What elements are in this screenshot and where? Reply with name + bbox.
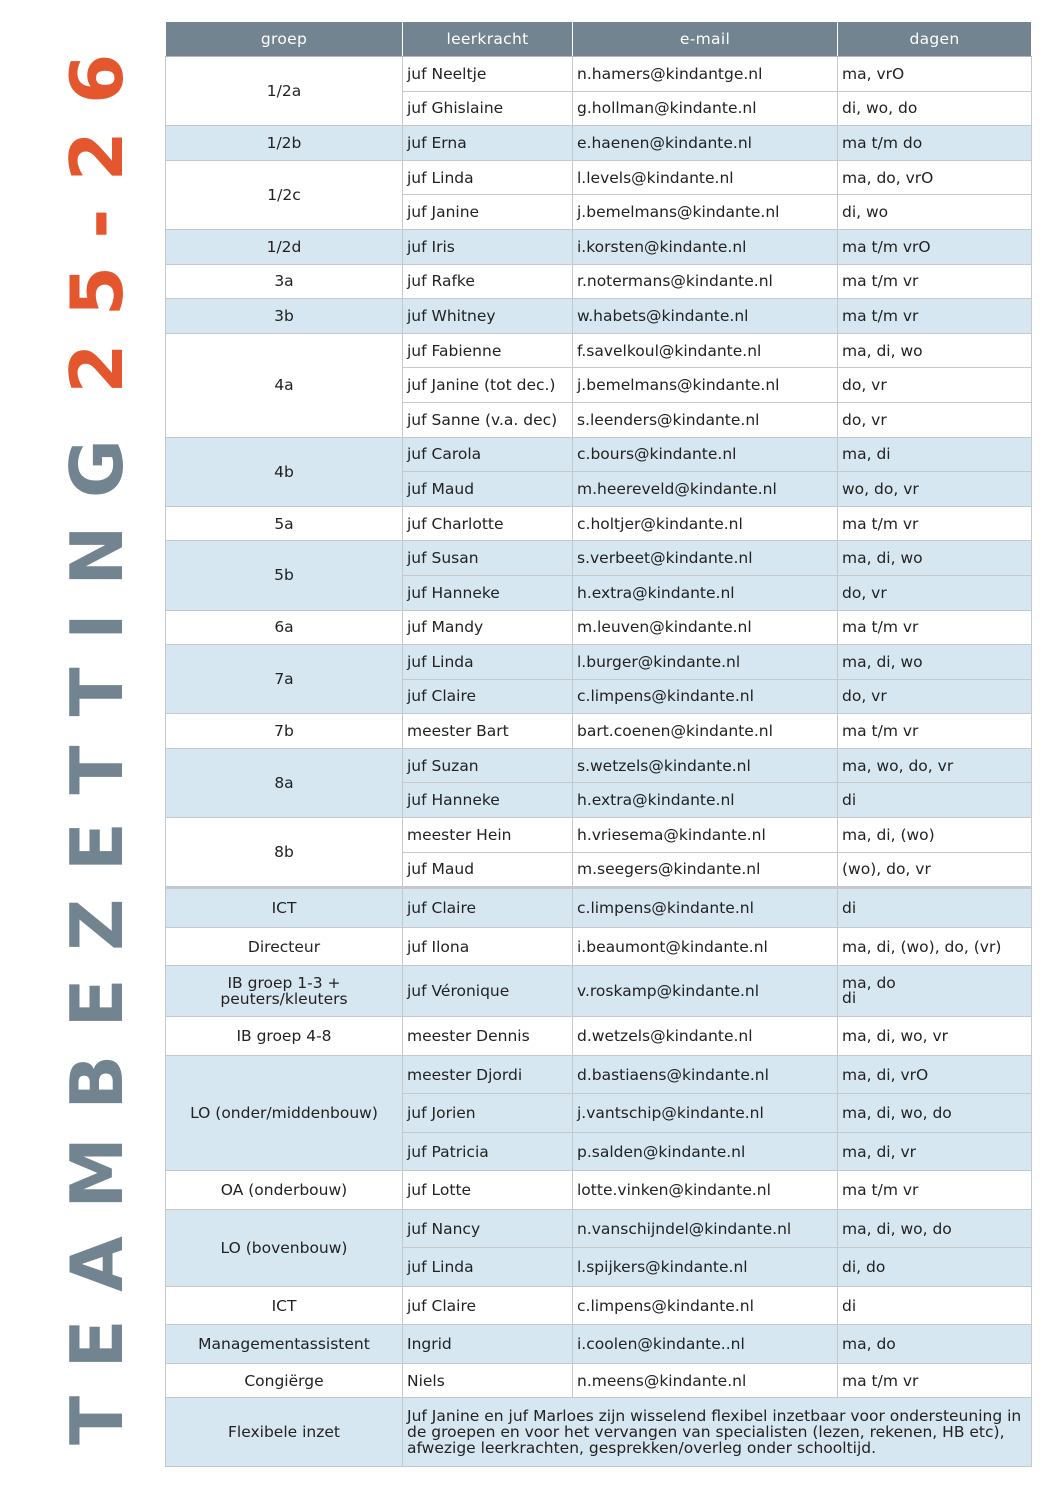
teacher-cell: juf Rafke [403, 264, 573, 299]
group-cell: 4a [166, 333, 403, 437]
email-cell: c.bours@kindante.nl [573, 437, 838, 472]
email-cell: c.limpens@kindante.nl [573, 1286, 838, 1325]
group-cell: 4b [166, 437, 403, 506]
teacher-cell: meester Bart [403, 714, 573, 749]
group-cell: 1/2a [166, 57, 403, 126]
days-cell [838, 966, 1032, 1017]
days-cell: ma, di, wo [838, 333, 1032, 368]
teacher-cell: juf Fabienne [403, 333, 573, 368]
table-row [166, 748, 1032, 783]
group-cell: Congiërge [166, 1363, 403, 1398]
teacher-cell: meester Dennis [403, 1017, 573, 1056]
teacher-cell: juf Neeltje [403, 57, 573, 92]
group-cell: 8a [166, 748, 403, 817]
teacher-cell: Niels [403, 1363, 573, 1398]
group-cell: 1/2c [166, 160, 403, 229]
email-cell: j.vantschip@kindante.nl [573, 1094, 838, 1133]
email-cell: s.verbeet@kindante.nl [573, 541, 838, 576]
group-cell: 6a [166, 610, 403, 645]
days-cell: wo, do, vr [838, 472, 1032, 507]
table-row [166, 160, 1032, 195]
table-header-row [166, 22, 1032, 57]
days-cell: do, vr [838, 679, 1032, 714]
header-email: e-mail [573, 22, 838, 57]
days-line: di [842, 989, 857, 1008]
days-cell: ma t/m vr [838, 299, 1032, 334]
title-word: TEAMBEZETTING [55, 411, 139, 1445]
days-cell: ma, do, vrO [838, 160, 1032, 195]
days-cell: ma, di, (wo) [838, 818, 1032, 853]
email-cell: r.notermans@kindante.nl [573, 264, 838, 299]
teacher-cell: juf Claire [403, 679, 573, 714]
group-cell [166, 966, 403, 1017]
title-year: 25-26 [55, 26, 139, 394]
table-row [166, 1286, 1032, 1325]
email-cell: n.hamers@kindantge.nl [573, 57, 838, 92]
teacher-cell: juf Claire [403, 888, 573, 928]
group-cell: 3b [166, 299, 403, 334]
teacher-cell: juf Charlotte [403, 506, 573, 541]
table-row [166, 333, 1032, 368]
table-row [166, 437, 1032, 472]
email-cell: l.burger@kindante.nl [573, 645, 838, 680]
email-cell: c.limpens@kindante.nl [573, 679, 838, 714]
group-line: IB groep 1-3 + [227, 973, 341, 992]
table-row [166, 966, 1032, 1017]
days-cell: (wo), do, vr [838, 852, 1032, 888]
teacher-cell: juf Hanneke [403, 783, 573, 818]
email-cell: bart.coenen@kindante.nl [573, 714, 838, 749]
days-cell: ma t/m vr [838, 714, 1032, 749]
days-cell: ma, di, vrO [838, 1055, 1032, 1094]
days-cell: ma, di, wo [838, 645, 1032, 680]
group-cell: Directeur [166, 927, 403, 966]
days-cell: ma t/m vr [838, 610, 1032, 645]
email-cell: h.extra@kindante.nl [573, 783, 838, 818]
teacher-cell: juf Maud [403, 472, 573, 507]
email-cell: w.habets@kindante.nl [573, 299, 838, 334]
table-row [166, 264, 1032, 299]
email-cell: m.seegers@kindante.nl [573, 852, 838, 888]
table-row [166, 57, 1032, 92]
days-cell: ma, di, wo, do [838, 1209, 1032, 1248]
days-cell: ma, di, wo, do [838, 1094, 1032, 1133]
teacher-cell: juf Maud [403, 852, 573, 888]
days-cell: di, wo, do [838, 91, 1032, 126]
group-cell: 1/2d [166, 229, 403, 264]
teacher-cell: juf Sanne (v.a. dec) [403, 402, 573, 437]
days-cell: do, vr [838, 575, 1032, 610]
class-section [166, 57, 1032, 888]
flex-description: Juf Janine en juf Marloes zijn wisselend flexibel inzetbaar voor ondersteuning in de groepen en voor het vervangen van specialisten (lezen, rekenen, HB etc), afwezige leerkrachten, gesprekken/overleg onder schooltijd. [403, 1398, 1032, 1467]
email-cell: g.hollman@kindante.nl [573, 91, 838, 126]
teacher-cell: juf Linda [403, 1248, 573, 1287]
group-cell: Flexibele inzet [166, 1398, 403, 1467]
title-text [55, 26, 139, 1445]
teacher-cell: juf Ilona [403, 927, 573, 966]
email-cell: c.limpens@kindante.nl [573, 888, 838, 928]
email-cell: h.vriesema@kindante.nl [573, 818, 838, 853]
days-cell: di [838, 888, 1032, 928]
table-row [166, 1171, 1032, 1210]
teacher-cell: juf Hanneke [403, 575, 573, 610]
days-cell: ma, di, (wo), do, (vr) [838, 927, 1032, 966]
days-cell: di [838, 1286, 1032, 1325]
table-row [166, 610, 1032, 645]
group-cell: 8b [166, 818, 403, 888]
header-groep: groep [166, 22, 403, 57]
group-cell: OA (onderbouw) [166, 1171, 403, 1210]
email-cell: d.bastiaens@kindante.nl [573, 1055, 838, 1094]
group-cell: 5b [166, 541, 403, 610]
days-cell: do, vr [838, 402, 1032, 437]
days-cell: ma, wo, do, vr [838, 748, 1032, 783]
teacher-cell: juf Janine [403, 195, 573, 230]
days-cell: ma, vrO [838, 57, 1032, 92]
teacher-cell: juf Linda [403, 645, 573, 680]
group-cell: IB groep 4-8 [166, 1017, 403, 1056]
group-cell: LO (onder/middenbouw) [166, 1055, 403, 1171]
days-line: ma, do [842, 973, 896, 992]
teacher-cell: juf Jorien [403, 1094, 573, 1133]
table-row [166, 888, 1032, 928]
email-cell: m.heereveld@kindante.nl [573, 472, 838, 507]
teacher-cell: juf Iris [403, 229, 573, 264]
table-row [166, 645, 1032, 680]
email-cell: p.salden@kindante.nl [573, 1132, 838, 1171]
header-dagen: dagen [838, 22, 1032, 57]
group-cell: 1/2b [166, 126, 403, 161]
days-cell: ma, di [838, 437, 1032, 472]
email-cell: s.wetzels@kindante.nl [573, 748, 838, 783]
teacher-cell: juf Janine (tot dec.) [403, 368, 573, 403]
table-row [166, 818, 1032, 853]
days-cell: ma t/m vr [838, 1363, 1032, 1398]
group-line: peuters/kleuters [220, 990, 348, 1009]
table-row [166, 714, 1032, 749]
header-leerkracht: leerkracht [403, 22, 573, 57]
email-cell: c.holtjer@kindante.nl [573, 506, 838, 541]
teacher-cell: juf Carola [403, 437, 573, 472]
email-cell: e.haenen@kindante.nl [573, 126, 838, 161]
table-row [166, 541, 1032, 576]
table-row [166, 1017, 1032, 1056]
group-cell: 7a [166, 645, 403, 714]
email-cell: n.meens@kindante.nl [573, 1363, 838, 1398]
email-cell: lotte.vinken@kindante.nl [573, 1171, 838, 1210]
group-cell: LO (bovenbouw) [166, 1209, 403, 1286]
teacher-cell: juf Patricia [403, 1132, 573, 1171]
days-cell: di, do [838, 1248, 1032, 1287]
email-cell: m.leuven@kindante.nl [573, 610, 838, 645]
group-cell: 5a [166, 506, 403, 541]
group-cell: ICT [166, 1286, 403, 1325]
email-cell: n.vanschijndel@kindante.nl [573, 1209, 838, 1248]
table-row [166, 927, 1032, 966]
table-row [166, 1398, 1032, 1467]
table-row [166, 1055, 1032, 1094]
days-cell: ma t/m vr [838, 506, 1032, 541]
table-row [166, 1363, 1032, 1398]
email-cell: i.korsten@kindante.nl [573, 229, 838, 264]
teacher-cell: meester Hein [403, 818, 573, 853]
side-title [0, 0, 165, 1500]
email-cell: l.spijkers@kindante.nl [573, 1248, 838, 1287]
table-row [166, 506, 1032, 541]
teacher-cell: juf Whitney [403, 299, 573, 334]
days-cell: di [838, 783, 1032, 818]
email-cell: i.coolen@kindante..nl [573, 1325, 838, 1364]
email-cell: l.levels@kindante.nl [573, 160, 838, 195]
team-table [165, 21, 1032, 1467]
group-cell: 7b [166, 714, 403, 749]
days-cell: ma t/m vr [838, 1171, 1032, 1210]
teacher-cell: juf Nancy [403, 1209, 573, 1248]
email-cell: h.extra@kindante.nl [573, 575, 838, 610]
email-cell: j.bemelmans@kindante.nl [573, 368, 838, 403]
group-cell: Managementassistent [166, 1325, 403, 1364]
days-cell: ma, do [838, 1325, 1032, 1364]
table-row [166, 126, 1032, 161]
table-row [166, 229, 1032, 264]
teacher-cell: juf Linda [403, 160, 573, 195]
table-row [166, 299, 1032, 334]
teacher-cell: juf Susan [403, 541, 573, 576]
days-cell: ma, di, vr [838, 1132, 1032, 1171]
teacher-cell: juf Véronique [403, 966, 573, 1017]
teacher-cell: juf Mandy [403, 610, 573, 645]
teacher-cell: juf Ghislaine [403, 91, 573, 126]
email-cell: f.savelkoul@kindante.nl [573, 333, 838, 368]
days-cell: ma, di, wo, vr [838, 1017, 1032, 1056]
teacher-cell: juf Erna [403, 126, 573, 161]
teacher-cell: meester Djordi [403, 1055, 573, 1094]
email-cell: v.roskamp@kindante.nl [573, 966, 838, 1017]
days-cell: ma t/m vrO [838, 229, 1032, 264]
staff-section [166, 888, 1032, 1467]
table-row [166, 1325, 1032, 1364]
email-cell: i.beaumont@kindante.nl [573, 927, 838, 966]
days-cell: do, vr [838, 368, 1032, 403]
days-cell: di, wo [838, 195, 1032, 230]
table-row [166, 1209, 1032, 1248]
teacher-cell: juf Suzan [403, 748, 573, 783]
email-cell: d.wetzels@kindante.nl [573, 1017, 838, 1056]
days-cell: ma t/m do [838, 126, 1032, 161]
group-cell: ICT [166, 888, 403, 928]
group-cell: 3a [166, 264, 403, 299]
email-cell: j.bemelmans@kindante.nl [573, 195, 838, 230]
teacher-cell: Ingrid [403, 1325, 573, 1364]
email-cell: s.leenders@kindante.nl [573, 402, 838, 437]
days-cell: ma t/m vr [838, 264, 1032, 299]
teacher-cell: juf Claire [403, 1286, 573, 1325]
teacher-cell: juf Lotte [403, 1171, 573, 1210]
days-cell: ma, di, wo [838, 541, 1032, 576]
